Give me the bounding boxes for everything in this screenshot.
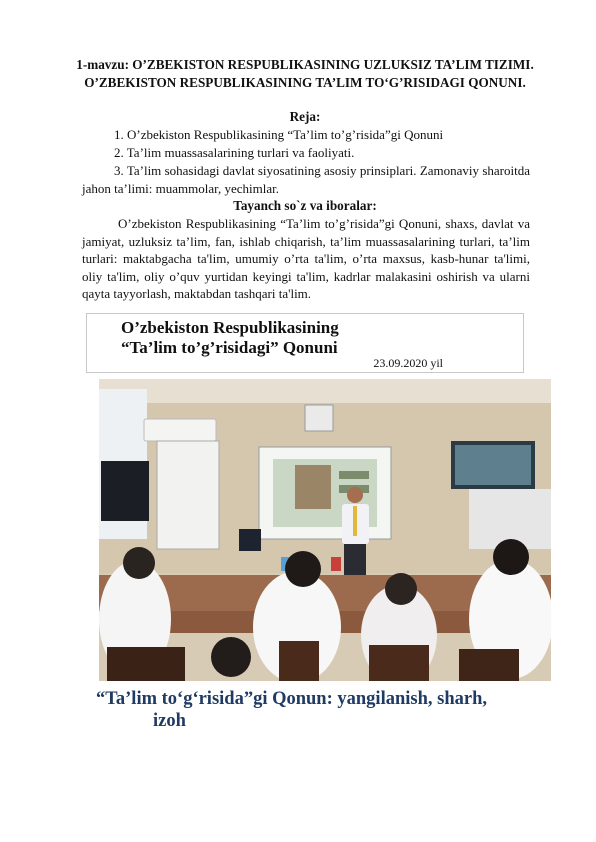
classroom-photo (99, 379, 551, 681)
plan-heading: Reja: (289, 109, 321, 124)
plan-item-1: 1. O’zbekiston Respublikasining “Ta’lim to’g’risida”gi Qonuni (114, 127, 444, 142)
law-date: 23.09.2020 yil (373, 356, 443, 370)
caption-line-2: izoh (153, 711, 186, 731)
page-title: 1-mavzu: O’ZBEKISTON RESPUBLIKASINING UZLUKSIZ TA’LIM TIZIMI. O’ZBEKISTON RESPUBLIKASINING TA’LIM TO‘G’RISIDAGI QONUNI. (76, 57, 534, 90)
caption-line-1: “Ta’lim to‘g‘risida”gi Qonun: yangilanish, sharh, (96, 689, 487, 709)
law-title (121, 318, 339, 358)
plan-item-3: 3. Ta’lim sohasidagi davlat siyosatining asosiy prinsiplari. Zamonaviy sharoitda jahon ta’limi: muammolar, yechimlar. (82, 163, 530, 196)
classroom-photo-illustration (99, 379, 551, 681)
law-info-box (86, 313, 524, 373)
plan-item-2: 2. Ta’lim muassasalarining turlari va faoliyati. (114, 145, 355, 160)
keywords-heading: Tayanch so`z va iboralar: (233, 198, 377, 213)
keywords-paragraph: O’zbekiston Respublikasining “Ta’lim to’g’risida”gi Qonuni, shaxs, davlat va jamiyat, uzluksiz ta’lim, fan, ishlab chiqarish, ta’lim muassasalarining turlari, ta’lim turlari: maktabgacha ta'lim, umumiy o’rta ta'lim, o’rta maxsus, kasb-hunar ta'limi, oliy ta'lim, oliy o’quv yurtidan keyingi ta'lim, kadrlar malakasini oshirish va ularni qayta tayyorlash, maktabdan tashqari ta'lim. (82, 216, 530, 301)
photo-caption (96, 688, 556, 732)
law-title-line-1: O’zbekiston Respublikasining (121, 318, 339, 337)
law-title-line-2: “Ta’lim to’g’risidagi” Qonuni (121, 338, 338, 357)
